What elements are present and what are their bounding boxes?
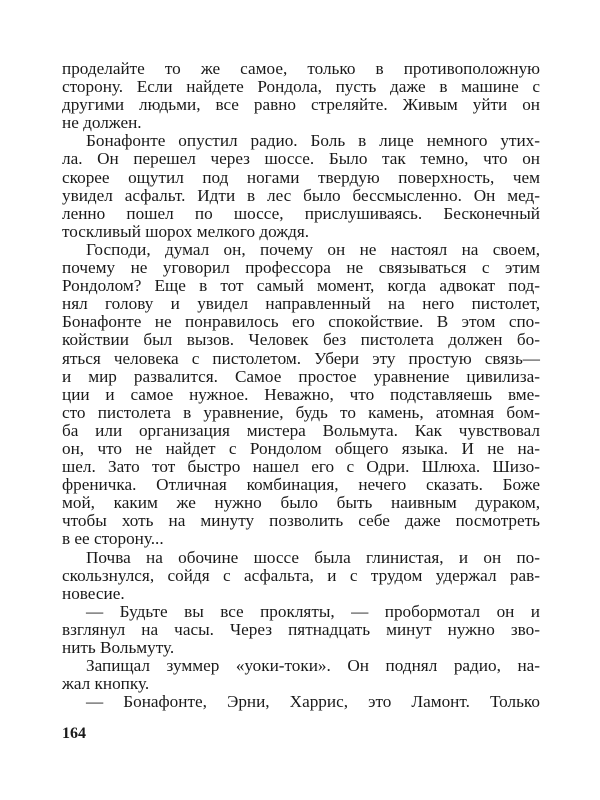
text-line: Бонафонте опустил радио. Боль в лице немного утих-: [86, 131, 540, 151]
text-line: Бонафонте не понравилось его спокойствие. В этом спо-: [62, 312, 540, 332]
paragraph: [62, 693, 540, 711]
text-line: проделайте то же самое, только в противоположную: [62, 59, 540, 78]
text-line: сто пистолета в уравнение, будь то камень, атомная бом-: [62, 402, 540, 422]
text-line: не должен.: [62, 113, 142, 133]
text-line: скользнулся, сойдя с асфальта, и с трудом удержал рав-: [62, 565, 540, 585]
text-line: жал кнопку.: [62, 674, 150, 694]
book-page-body: [62, 60, 540, 711]
text-line: шел. Зато тот быстро нашел его с Одри. Шлюха. Шизо-: [62, 457, 540, 477]
text-line: мой, каким же нужно было быть наивным дураком,: [62, 493, 540, 513]
text-line: Рондолом? Еще в тот самый момент, когда адвокат под-: [62, 276, 540, 296]
text-line: в ее сторону...: [62, 529, 164, 549]
text-line: новесие.: [62, 583, 125, 603]
text-line: и мир развалится. Самое простое уравнение цивилиза-: [62, 366, 540, 386]
text-line: койствии был вызов. Человек без пистолета должен бо-: [62, 330, 540, 350]
text-line: — Будьте вы все прокляты, — пробормотал он и: [86, 601, 540, 621]
text-line: ции и самое нужное. Неважно, что подставляешь вме-: [62, 384, 540, 404]
page-number: 164: [62, 725, 86, 742]
text-line: тоскливый шорох мелкого дождя.: [62, 221, 310, 241]
text-line: Почва на обочине шоссе была глинистая, и он по-: [86, 547, 540, 567]
text-line: ла. Он перешел через шоссе. Было так темно, что он: [62, 149, 540, 169]
text-line: другими людьми, все равно стреляйте. Живым уйти он: [62, 95, 540, 115]
text-line: Господи, думал он, почему он не настоял на своем,: [86, 239, 540, 259]
text-line: нить Вольмуту.: [62, 638, 175, 657]
text-line: нял голову и увидел направленный на него пистолет,: [62, 294, 540, 314]
text-line: почему не уговорил профессора не связываться с этим: [62, 258, 540, 278]
text-line: чтобы хоть на минуту позволить себе даже посмотреть: [62, 511, 540, 531]
text-line: ба или организация мистера Вольмута. Как чувствовал: [62, 420, 540, 440]
paragraph: [62, 549, 540, 603]
text-line: он, что не найдет с Рондолом общего языка. И не на-: [62, 438, 540, 458]
text-line: взглянул на часы. Через пятнадцать минут нужно зво-: [62, 619, 540, 639]
text-line: — Бонафонте, Эрни, Харрис, это Ламонт. Только: [86, 692, 540, 712]
paragraph: [62, 132, 540, 241]
text-line: сторону. Если найдете Рондола, пусть даже в машине с: [62, 77, 540, 97]
text-line: Запищал зуммер «уоки-токи». Он поднял радио, на-: [86, 656, 540, 676]
text-line: ленно пошел по шоссе, прислушиваясь. Бесконечный: [62, 203, 540, 223]
paragraph: [62, 657, 540, 693]
paragraph: [62, 603, 540, 657]
text-line: увидел асфальт. Идти в лес было бессмысленно. Он мед-: [62, 185, 540, 205]
text-line: френичка. Отличная комбинация, нечего сказать. Боже: [62, 475, 540, 495]
paragraph: [62, 60, 540, 132]
text-line: яться человека с пистолетом. Убери эту простую связь—: [62, 348, 540, 368]
text-line: скорее ощутил под ногами твердую поверхность, чем: [62, 167, 540, 187]
paragraph: [62, 241, 540, 549]
